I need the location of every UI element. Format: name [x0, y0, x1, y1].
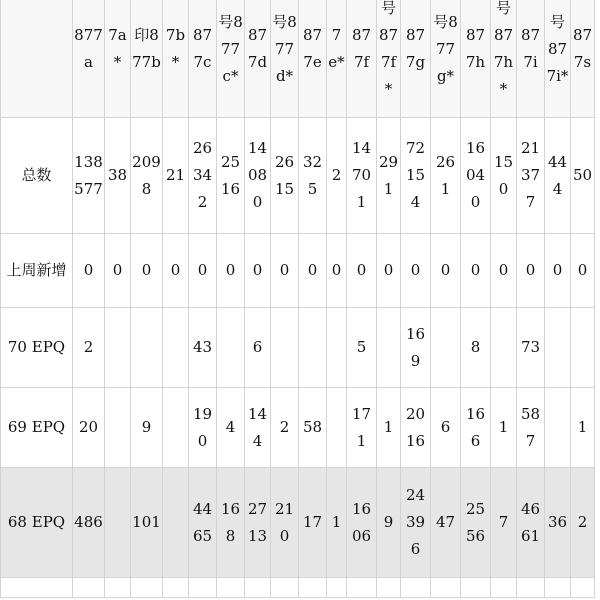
cell-value: 150 — [493, 152, 514, 198]
cell-value: 171 — [351, 404, 372, 450]
table-cell — [571, 118, 595, 234]
column-header-label: 877c — [192, 26, 213, 71]
column-header-label: 877s — [572, 26, 593, 71]
table-cell — [545, 234, 571, 308]
cell-value: 9 — [141, 418, 152, 436]
table-cell — [105, 578, 131, 598]
table-cell — [347, 234, 377, 308]
column-header-label: 号877i* — [546, 12, 569, 85]
table-cell — [327, 388, 347, 468]
table-cell — [105, 118, 131, 234]
cell-value: 291 — [378, 152, 399, 198]
cell-value: 4661 — [520, 499, 541, 545]
table-cell — [217, 388, 245, 468]
table-cell — [377, 388, 401, 468]
cell-value: 0 — [252, 261, 263, 279]
cell-value: 0 — [498, 261, 509, 279]
cell-value: 0 — [552, 261, 563, 279]
table-cell — [517, 578, 545, 598]
cell-value: 1 — [577, 418, 588, 436]
table-cell — [327, 118, 347, 234]
table-cell — [163, 234, 189, 308]
table-cell — [299, 118, 327, 234]
table-cell — [461, 388, 491, 468]
table-cell — [461, 468, 491, 578]
table-cell — [271, 468, 299, 578]
cell-value: 2516 — [220, 152, 241, 198]
cell-value: 261 — [435, 152, 456, 198]
cell-value: 0 — [331, 261, 342, 279]
cell-value: 168 — [220, 499, 241, 545]
table-cell — [545, 118, 571, 234]
cell-value: 36 — [547, 513, 568, 531]
cell-value: 6 — [440, 418, 451, 436]
column-header-label: 7e* — [328, 26, 345, 71]
cell-value: 169 — [405, 324, 426, 370]
cell-value: 73 — [520, 338, 541, 356]
table-cell — [163, 118, 189, 234]
cell-value: 21377 — [520, 139, 541, 211]
table-cell — [571, 308, 595, 388]
cell-value: 0 — [410, 261, 421, 279]
table-cell — [461, 118, 491, 234]
cell-value: 144 — [247, 404, 268, 450]
table-cell — [545, 308, 571, 388]
table-cell — [377, 468, 401, 578]
cell-value: 7 — [498, 513, 509, 531]
cell-value: 210 — [274, 499, 295, 545]
table-cell — [571, 388, 595, 468]
cell-value: 1606 — [351, 499, 372, 545]
corner-cell — [1, 0, 73, 118]
cell-value: 0 — [440, 261, 451, 279]
table-cell — [401, 468, 431, 578]
table-cell — [73, 118, 105, 234]
cell-value: 58 — [302, 418, 323, 436]
table-cell — [517, 388, 545, 468]
cell-value: 444 — [547, 152, 568, 198]
table-cell — [431, 234, 461, 308]
column-header — [271, 0, 299, 118]
table-cell — [73, 234, 105, 308]
table-cell — [491, 118, 517, 234]
column-header — [377, 0, 401, 118]
table-cell — [431, 578, 461, 598]
column-header — [245, 0, 271, 118]
cell-value: 43 — [192, 338, 213, 356]
column-header-label: 号877g* — [433, 12, 458, 85]
table-cell — [163, 308, 189, 388]
cell-value: 587 — [520, 404, 541, 450]
cell-value: 20 — [78, 418, 99, 436]
table-cell — [347, 578, 377, 598]
table-cell — [217, 234, 245, 308]
cell-value: 0 — [112, 261, 123, 279]
row-header-label: 70 EPQ — [7, 338, 66, 356]
table-row — [1, 118, 595, 234]
cell-value: 166 — [465, 404, 486, 450]
table-cell — [491, 234, 517, 308]
column-header-label: 877i — [520, 26, 541, 71]
table-cell — [517, 308, 545, 388]
table-cell — [73, 578, 105, 598]
cell-value: 26342 — [192, 139, 213, 211]
column-header-label: 877h — [465, 26, 486, 71]
column-header — [299, 0, 327, 118]
table-row — [1, 234, 595, 308]
table-cell — [217, 118, 245, 234]
table-cell — [347, 388, 377, 468]
cell-value: 21 — [165, 166, 186, 184]
cell-value: 5 — [356, 338, 367, 356]
cell-value: 2713 — [247, 499, 268, 545]
table-cell — [245, 468, 271, 578]
cell-value: 2615 — [274, 152, 295, 198]
column-header — [105, 0, 131, 118]
column-header-label: 7b* — [165, 26, 186, 71]
table-cell — [217, 468, 245, 578]
cell-value: 1 — [331, 513, 342, 531]
column-header-label: 877g — [405, 26, 426, 71]
table-cell — [131, 468, 163, 578]
row-header — [1, 234, 73, 308]
cell-value: 0 — [141, 261, 152, 279]
table-cell — [1, 578, 73, 598]
cell-value: 0 — [525, 261, 536, 279]
table-cell — [401, 118, 431, 234]
cell-value: 2098 — [132, 152, 161, 198]
table-cell — [347, 118, 377, 234]
column-header — [491, 0, 517, 118]
table-cell — [461, 578, 491, 598]
column-header — [571, 0, 595, 118]
table-cell — [163, 578, 189, 598]
cell-value: 72154 — [405, 139, 426, 211]
table-cell — [73, 468, 105, 578]
table-cell — [571, 578, 595, 598]
column-header — [517, 0, 545, 118]
table-cell — [491, 468, 517, 578]
table-cell — [217, 308, 245, 388]
table-cell — [131, 118, 163, 234]
cell-value: 4465 — [192, 499, 213, 545]
table-cell — [377, 578, 401, 598]
cell-value: 47 — [435, 513, 456, 531]
cell-value: 2 — [279, 418, 290, 436]
table-cell — [461, 234, 491, 308]
table-row — [1, 468, 595, 578]
table-cell — [271, 118, 299, 234]
table-cell — [545, 578, 571, 598]
column-header-label: 号877f* — [378, 0, 399, 98]
table-cell — [131, 388, 163, 468]
table-cell — [491, 308, 517, 388]
cell-value: 0 — [83, 261, 94, 279]
table-cell — [245, 234, 271, 308]
cell-value: 4 — [225, 418, 236, 436]
table-cell — [377, 308, 401, 388]
table-cell — [401, 234, 431, 308]
row-header — [1, 118, 73, 234]
cell-value: 0 — [307, 261, 318, 279]
cell-value: 24396 — [405, 486, 426, 558]
table-cell — [245, 388, 271, 468]
cell-value: 2 — [331, 166, 342, 184]
table-cell — [491, 388, 517, 468]
column-header-label: 印877b — [132, 26, 161, 71]
table-cell — [299, 308, 327, 388]
table-cell — [299, 468, 327, 578]
table-cell — [431, 308, 461, 388]
column-header — [189, 0, 217, 118]
column-header — [461, 0, 491, 118]
table-cell — [401, 578, 431, 598]
table-cell — [327, 578, 347, 598]
table-cell — [271, 234, 299, 308]
cell-value: 138577 — [74, 152, 103, 198]
cell-value: 16040 — [465, 139, 486, 211]
table-cell — [431, 118, 461, 234]
table-cell — [271, 308, 299, 388]
cell-value: 2 — [577, 513, 588, 531]
cell-value: 0 — [577, 261, 588, 279]
cell-value: 325 — [302, 152, 323, 198]
table-cell — [461, 308, 491, 388]
column-header — [217, 0, 245, 118]
cell-value: 0 — [225, 261, 236, 279]
table-cell — [189, 578, 217, 598]
table-cell — [517, 118, 545, 234]
column-header — [545, 0, 571, 118]
column-header — [73, 0, 105, 118]
row-header-label: 68 EPQ — [7, 513, 66, 531]
column-header — [327, 0, 347, 118]
cell-value: 2 — [83, 338, 94, 356]
column-header-label: 号877h* — [493, 0, 514, 98]
table-cell — [431, 388, 461, 468]
cell-value: 190 — [192, 404, 213, 450]
cell-value: 1 — [498, 418, 509, 436]
table-cell — [347, 308, 377, 388]
table-cell — [73, 388, 105, 468]
table-cell — [245, 308, 271, 388]
cell-value: 0 — [356, 261, 367, 279]
table-cell — [105, 388, 131, 468]
cell-value: 38 — [107, 166, 128, 184]
cell-value: 8 — [470, 338, 481, 356]
table-cell — [517, 234, 545, 308]
row-header-label: 69 EPQ — [7, 418, 66, 436]
table-cell — [299, 234, 327, 308]
cell-value: 101 — [132, 513, 161, 531]
cell-value: 2016 — [405, 404, 426, 450]
cell-value: 50 — [572, 166, 593, 184]
column-header-label: 877d — [247, 26, 268, 71]
table-row — [1, 578, 595, 598]
cell-value: 9 — [383, 513, 394, 531]
cell-value: 0 — [197, 261, 208, 279]
table-cell — [545, 468, 571, 578]
table-cell — [545, 388, 571, 468]
table-cell — [73, 308, 105, 388]
table-cell — [431, 468, 461, 578]
table-row — [1, 388, 595, 468]
table-cell — [105, 308, 131, 388]
table-cell — [189, 308, 217, 388]
table-cell — [571, 234, 595, 308]
column-header-label: 号877c* — [218, 12, 243, 85]
row-header — [1, 308, 73, 388]
cell-value: 486 — [74, 513, 103, 531]
column-header-label: 7a* — [108, 26, 127, 71]
table-cell — [401, 308, 431, 388]
column-header-label: 877f — [351, 26, 372, 71]
cell-value: 6 — [252, 338, 263, 356]
table-cell — [245, 118, 271, 234]
cell-value: 0 — [279, 261, 290, 279]
column-header-label: 877e — [302, 26, 323, 71]
column-header-label: 877a — [74, 26, 103, 71]
column-header — [401, 0, 431, 118]
table-cell — [217, 578, 245, 598]
column-header — [163, 0, 189, 118]
cell-value: 0 — [383, 261, 394, 279]
row-header — [1, 468, 73, 578]
cell-value: 0 — [170, 261, 181, 279]
table-cell — [189, 118, 217, 234]
table-cell — [327, 234, 347, 308]
table-cell — [347, 468, 377, 578]
table-cell — [163, 388, 189, 468]
table-cell — [377, 234, 401, 308]
table-cell — [189, 468, 217, 578]
table-cell — [189, 234, 217, 308]
table-cell — [299, 388, 327, 468]
cell-value: 14701 — [351, 139, 372, 211]
table-cell — [517, 468, 545, 578]
row-header-label: 总数 — [21, 166, 52, 184]
table-cell — [327, 308, 347, 388]
cell-value: 17 — [302, 513, 323, 531]
header-row — [1, 0, 595, 118]
column-header — [431, 0, 461, 118]
row-header — [1, 388, 73, 468]
table-cell — [571, 468, 595, 578]
cell-value: 2556 — [465, 499, 486, 545]
table-cell — [491, 578, 517, 598]
table-cell — [401, 388, 431, 468]
table-cell — [377, 118, 401, 234]
column-header-label: 号877d* — [272, 12, 297, 85]
table-cell — [327, 468, 347, 578]
cell-value: 0 — [470, 261, 481, 279]
column-header — [347, 0, 377, 118]
table-cell — [131, 234, 163, 308]
column-header — [131, 0, 163, 118]
table-row — [1, 308, 595, 388]
table-cell — [189, 388, 217, 468]
cell-value: 14080 — [247, 139, 268, 211]
table-cell — [271, 578, 299, 598]
table-cell — [271, 388, 299, 468]
table-cell — [131, 578, 163, 598]
table-cell — [131, 308, 163, 388]
table-cell — [105, 468, 131, 578]
cell-value: 1 — [383, 418, 394, 436]
table-cell — [299, 578, 327, 598]
table-cell — [163, 468, 189, 578]
row-header-label: 上周新增 — [6, 261, 67, 279]
table-cell — [245, 578, 271, 598]
table-cell — [105, 234, 131, 308]
